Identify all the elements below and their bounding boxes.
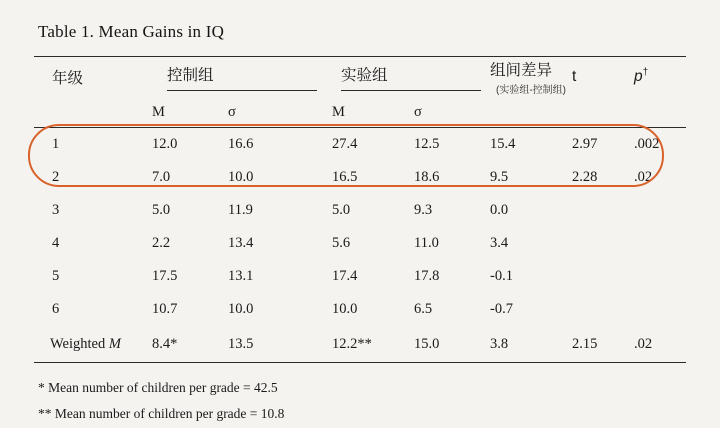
cell-exp-m: 17.4 [332, 268, 358, 284]
cell-t [572, 260, 634, 293]
subheader-grade-blank [34, 97, 152, 128]
table-row [34, 161, 686, 194]
cell-control-sd: 13.4 [228, 235, 254, 251]
cell-exp-m: 5.0 [332, 202, 351, 218]
cell-t [572, 293, 634, 326]
table-row [34, 293, 686, 326]
table-row-weighted [34, 326, 686, 363]
cell-control-m: 12.0 [152, 136, 178, 152]
header-difference: 组间差异 (实验组-控制组) [490, 57, 572, 98]
table-row [34, 260, 686, 293]
cell-exp-sd: 17.8 [414, 268, 440, 284]
cell-control-sd: 13.5 [228, 326, 332, 363]
cell-t [572, 227, 634, 260]
header-t: t [572, 57, 634, 98]
cell-diff: -0.1 [490, 268, 513, 284]
subheader-t-blank [572, 97, 634, 128]
cell-grade: 3 [52, 202, 60, 218]
cell-control-m: 5.0 [152, 202, 171, 218]
header-control-group: 控制组 [152, 57, 332, 98]
cell-control-m: 2.2 [152, 235, 171, 251]
cell-p: .02 [634, 326, 686, 363]
cell-exp-sd: 12.5 [414, 136, 440, 152]
footnote-double-asterisk: ** Mean number of children per grade = 10.8 [38, 406, 285, 422]
cell-diff: 3.8 [490, 326, 572, 363]
cell-grade: 5 [52, 268, 60, 284]
cell-diff: 0.0 [490, 202, 509, 218]
subheader-control-sd: σ [228, 97, 332, 128]
cell-exp-sd: 9.3 [414, 202, 433, 218]
cell-t: 2.97 [572, 136, 598, 152]
cell-control-m: 17.5 [152, 268, 178, 284]
table-row [34, 128, 686, 162]
header-grade: 年级 [34, 57, 152, 98]
subheader-diff-blank [490, 97, 572, 128]
cell-grade: 6 [52, 301, 60, 317]
footnotes [38, 375, 686, 428]
cell-diff: 9.5 [490, 169, 509, 185]
header-p: p† [634, 57, 686, 98]
header-difference-note: (实验组-控制组) [496, 85, 566, 96]
table-row [34, 227, 686, 260]
cell-p: .002 [634, 136, 660, 152]
cell-control-sd: 10.0 [228, 301, 254, 317]
cell-grade: 4 [52, 235, 60, 251]
cell-exp-m: 27.4 [332, 136, 358, 152]
header-p-dagger: † [642, 67, 649, 79]
cell-exp-m: 16.5 [332, 169, 358, 185]
table-row [34, 194, 686, 227]
footnote-single-asterisk: * Mean number of children per grade = 42.5 [38, 380, 278, 395]
cell-p [634, 194, 686, 227]
cell-exp-sd: 6.5 [414, 301, 433, 317]
cell-exp-sd: 15.0 [414, 326, 490, 363]
cell-exp-m: 10.0 [332, 301, 358, 317]
cell-grade-weighted: Weighted M [34, 326, 152, 363]
cell-diff: 3.4 [490, 235, 509, 251]
subheader-control-m: M [152, 97, 228, 128]
cell-exp-sd: 11.0 [414, 235, 439, 251]
subheader-p-blank [634, 97, 686, 128]
cell-t [572, 194, 634, 227]
cell-control-m: 8.4* [152, 326, 228, 363]
iq-results-table [34, 56, 686, 363]
cell-diff: 15.4 [490, 136, 516, 152]
cell-control-sd: 10.0 [228, 169, 254, 185]
subheader-exp-sd: σ [414, 97, 490, 128]
cell-control-m: 10.7 [152, 301, 178, 317]
cell-p [634, 293, 686, 326]
cell-control-sd: 11.9 [228, 202, 253, 218]
cell-diff: -0.7 [490, 301, 513, 317]
header-experiment-group: 实验组 [332, 57, 490, 98]
cell-control-sd: 16.6 [228, 136, 254, 152]
cell-exp-m: 12.2** [332, 326, 414, 363]
table-header-row [34, 57, 686, 98]
cell-t: 2.28 [572, 169, 598, 185]
cell-grade: 2 [52, 169, 60, 185]
subheader-exp-m: M [332, 97, 414, 128]
cell-grade: 1 [52, 136, 60, 152]
cell-p: .02 [634, 169, 653, 185]
cell-control-sd: 13.1 [228, 268, 254, 284]
cell-p [634, 227, 686, 260]
cell-exp-sd: 18.6 [414, 169, 440, 185]
cell-p [634, 260, 686, 293]
table-subheader-row [34, 97, 686, 128]
table-caption: Table 1. Mean Gains in IQ [38, 22, 225, 41]
cell-t: 2.15 [572, 326, 634, 363]
cell-control-m: 7.0 [152, 169, 171, 185]
cell-exp-m: 5.6 [332, 235, 351, 251]
